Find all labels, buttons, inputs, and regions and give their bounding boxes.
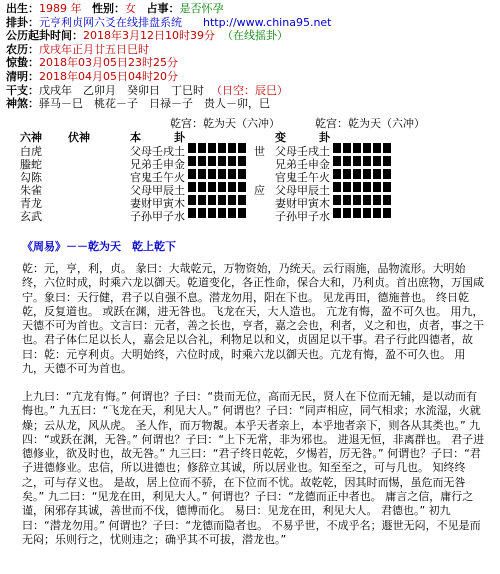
bian-yao-label: 子孙甲子水 [275, 210, 330, 223]
row-cast-time [6, 29, 496, 43]
ganzhi-label: 干支： [6, 83, 39, 97]
lunar-value: 戊戌年正月廿五日巳时 [39, 42, 149, 56]
site-link[interactable]: http://www.china95.net [202, 15, 332, 29]
change-palace: 乾宫：乾为天（六冲） [315, 117, 425, 130]
zhouyi-section-title: 《周易》－－乾为天 乾上乾下 [22, 240, 176, 253]
gender-label: 性别： [92, 2, 125, 15]
col-liushen: 六神 [20, 131, 42, 144]
main-palace: 乾宫：乾为天（六冲） [170, 117, 280, 130]
hexagram-text-part2: 上九曰：“亢龙有悔。” 何谓也？子曰：“贵而无位，高而无民，贤人在下位而无辅，是以动而有悔也。” 九五曰：“飞龙在天，利见大人。” 何谓也？子曰：“同声相应，同气相求；水流湿，火就燥；云从龙，风从虎。 圣人作，而万物覩。本乎天者亲上，本乎地者亲下，则各从其类也。” 九四：“或跃在渊，无咎。” 何谓也？子曰：“上下无常，非为邪也。 进退无恒，非离群也。 君子进德修业，欲及时也，故无咎。” 九三曰：“君子终日乾乾，夕惕若，厉无咎。” 何谓也？子曰：“君子进德修业。忠信，所以进德也；修辞立其诚，所以居业也。知至至之，可与几也。 知终终之，可与存义也。 是故，居上位而不骄，在下位而不忧。故乾乾，因其时而惕，虽危而无咎矣。” 九二曰：“见龙在田，利见大人。” 何谓也？子曰：“龙德而正中者也。 庸言之信，庸行之谨，闲邪存其诚，善世而不伐，德博而化。 易曰：见龙在田，利见大人。 君德也。” 初九曰：“潜龙勿用。” 何谓也？子曰：“龙德而隐者也。 不易乎世，不成乎名；遯世无闷，不见是而无闷；乐则行之，忧则违之；确乎其不可拔，潜龙也。” [22, 390, 485, 546]
row-lunar [6, 43, 496, 57]
jingzhe-value: 2018年03月05日23时25分 [39, 56, 178, 70]
bian-yao-label: 父母壬戌土 [275, 145, 330, 158]
ben-yao-label: 父母壬戌土 [130, 145, 185, 158]
liushen-name: 朱雀 [20, 184, 42, 197]
bian-yao-label: 父母甲辰土 [275, 184, 330, 197]
bian-yao-label: 兄弟壬申金 [275, 158, 330, 171]
system-label: 排卦： [6, 15, 39, 29]
col-bian: 变 卦 [275, 131, 330, 144]
shensha-value: 驿马－巳 桃花－子 日禄－子 贵人－卯，巳 [39, 97, 270, 111]
col-fushen: 伏神 [68, 131, 90, 144]
liushen-name: 玄武 [20, 210, 42, 223]
cast-time-value: 2018年3月12日10时39分 [83, 29, 215, 43]
jingzhe-label: 惊蛰： [6, 56, 39, 70]
bian-yao-label: 官鬼壬午火 [275, 171, 330, 184]
ben-yao-label: 子孙甲子水 [130, 210, 185, 223]
liushen-name: 青龙 [20, 197, 42, 210]
birth-year: 1989 年 [39, 2, 82, 15]
shi-ying-mark: 世 [254, 145, 265, 158]
liushen-name: 白虎 [20, 145, 42, 158]
yao-row [20, 156, 490, 169]
row-shensha [6, 97, 496, 111]
ben-yao-label: 兄弟壬申金 [130, 158, 185, 171]
yao-row [20, 182, 490, 195]
gender-value: 女 [125, 2, 136, 15]
col-ben: 本 卦 [130, 131, 185, 144]
cast-time-label: 公历起卦时间： [6, 29, 83, 43]
ganzhi-value: 戊戌年 乙卯月 癸卯日 丁巳时 [39, 83, 204, 97]
ben-yao-label: 妻财甲寅木 [130, 197, 185, 210]
yao-row [20, 169, 490, 182]
shensha-label: 神煞： [6, 97, 39, 111]
qingming-value: 2018年04月05日04时20分 [39, 69, 178, 83]
chart-info-header [6, 2, 496, 111]
hexagram-text-part1: 乾：元，亨，利，贞。 彖曰：大哉乾元，万物资始，乃统天。云行雨施，品物流形。大明始终，六位时成，时乘六龙以御天。乾道变化，各正性命，保合大和，乃利贞。首出庶物，万国咸宁。象曰：天行健，君子以自强不息。潜龙勿用，阳在下也。 见龙再田，德施普也。 终日乾乾，反复道也。 或跃在渊，进无咎也。飞龙在天，大人造也。 亢龙有悔，盈不可久也。 用九，天德不可为首也。文言曰：元者，善之长也，亨者，嘉之会也，利者，义之和也，贞者，事之干也。君子体仁足以长人，嘉会足以合礼，利物足以和义，贞固足以干事。君子行此四德者，故曰：乾：元亨利贞。大明始终，六位时成，时乘六龙以御天也。亢龙有悔，盈不可久也。 用九，天德不可为首也。 [22, 262, 484, 376]
yao-row [20, 195, 490, 208]
row-jingzhe [6, 56, 496, 70]
row-ganzhi [6, 84, 496, 98]
shi-ying-mark: 应 [254, 184, 265, 197]
birth-label: 出生： [6, 2, 39, 15]
bian-yao-label: 妻财甲寅木 [275, 197, 330, 210]
row-qingming [6, 70, 496, 84]
liushen-name: 勾陈 [20, 171, 42, 184]
row-birth [6, 2, 496, 16]
topic-label: 占事： [146, 2, 180, 15]
day-void: （日空：辰巳） [211, 83, 288, 97]
lunar-label: 农历： [6, 42, 39, 56]
yao-row [20, 208, 490, 221]
system-name: 元亨利贞网六爻在线排盘系统 [39, 15, 182, 29]
cast-method: （在线摇卦） [221, 29, 288, 43]
ben-yao-label: 父母甲辰土 [130, 184, 185, 197]
row-system [6, 16, 496, 30]
yao-row [20, 143, 490, 156]
liushen-name: 螣蛇 [20, 158, 42, 171]
topic-value: 是否怀孕 [179, 2, 224, 15]
ben-yao-label: 官鬼壬午火 [130, 171, 185, 184]
qingming-label: 清明： [6, 69, 39, 83]
